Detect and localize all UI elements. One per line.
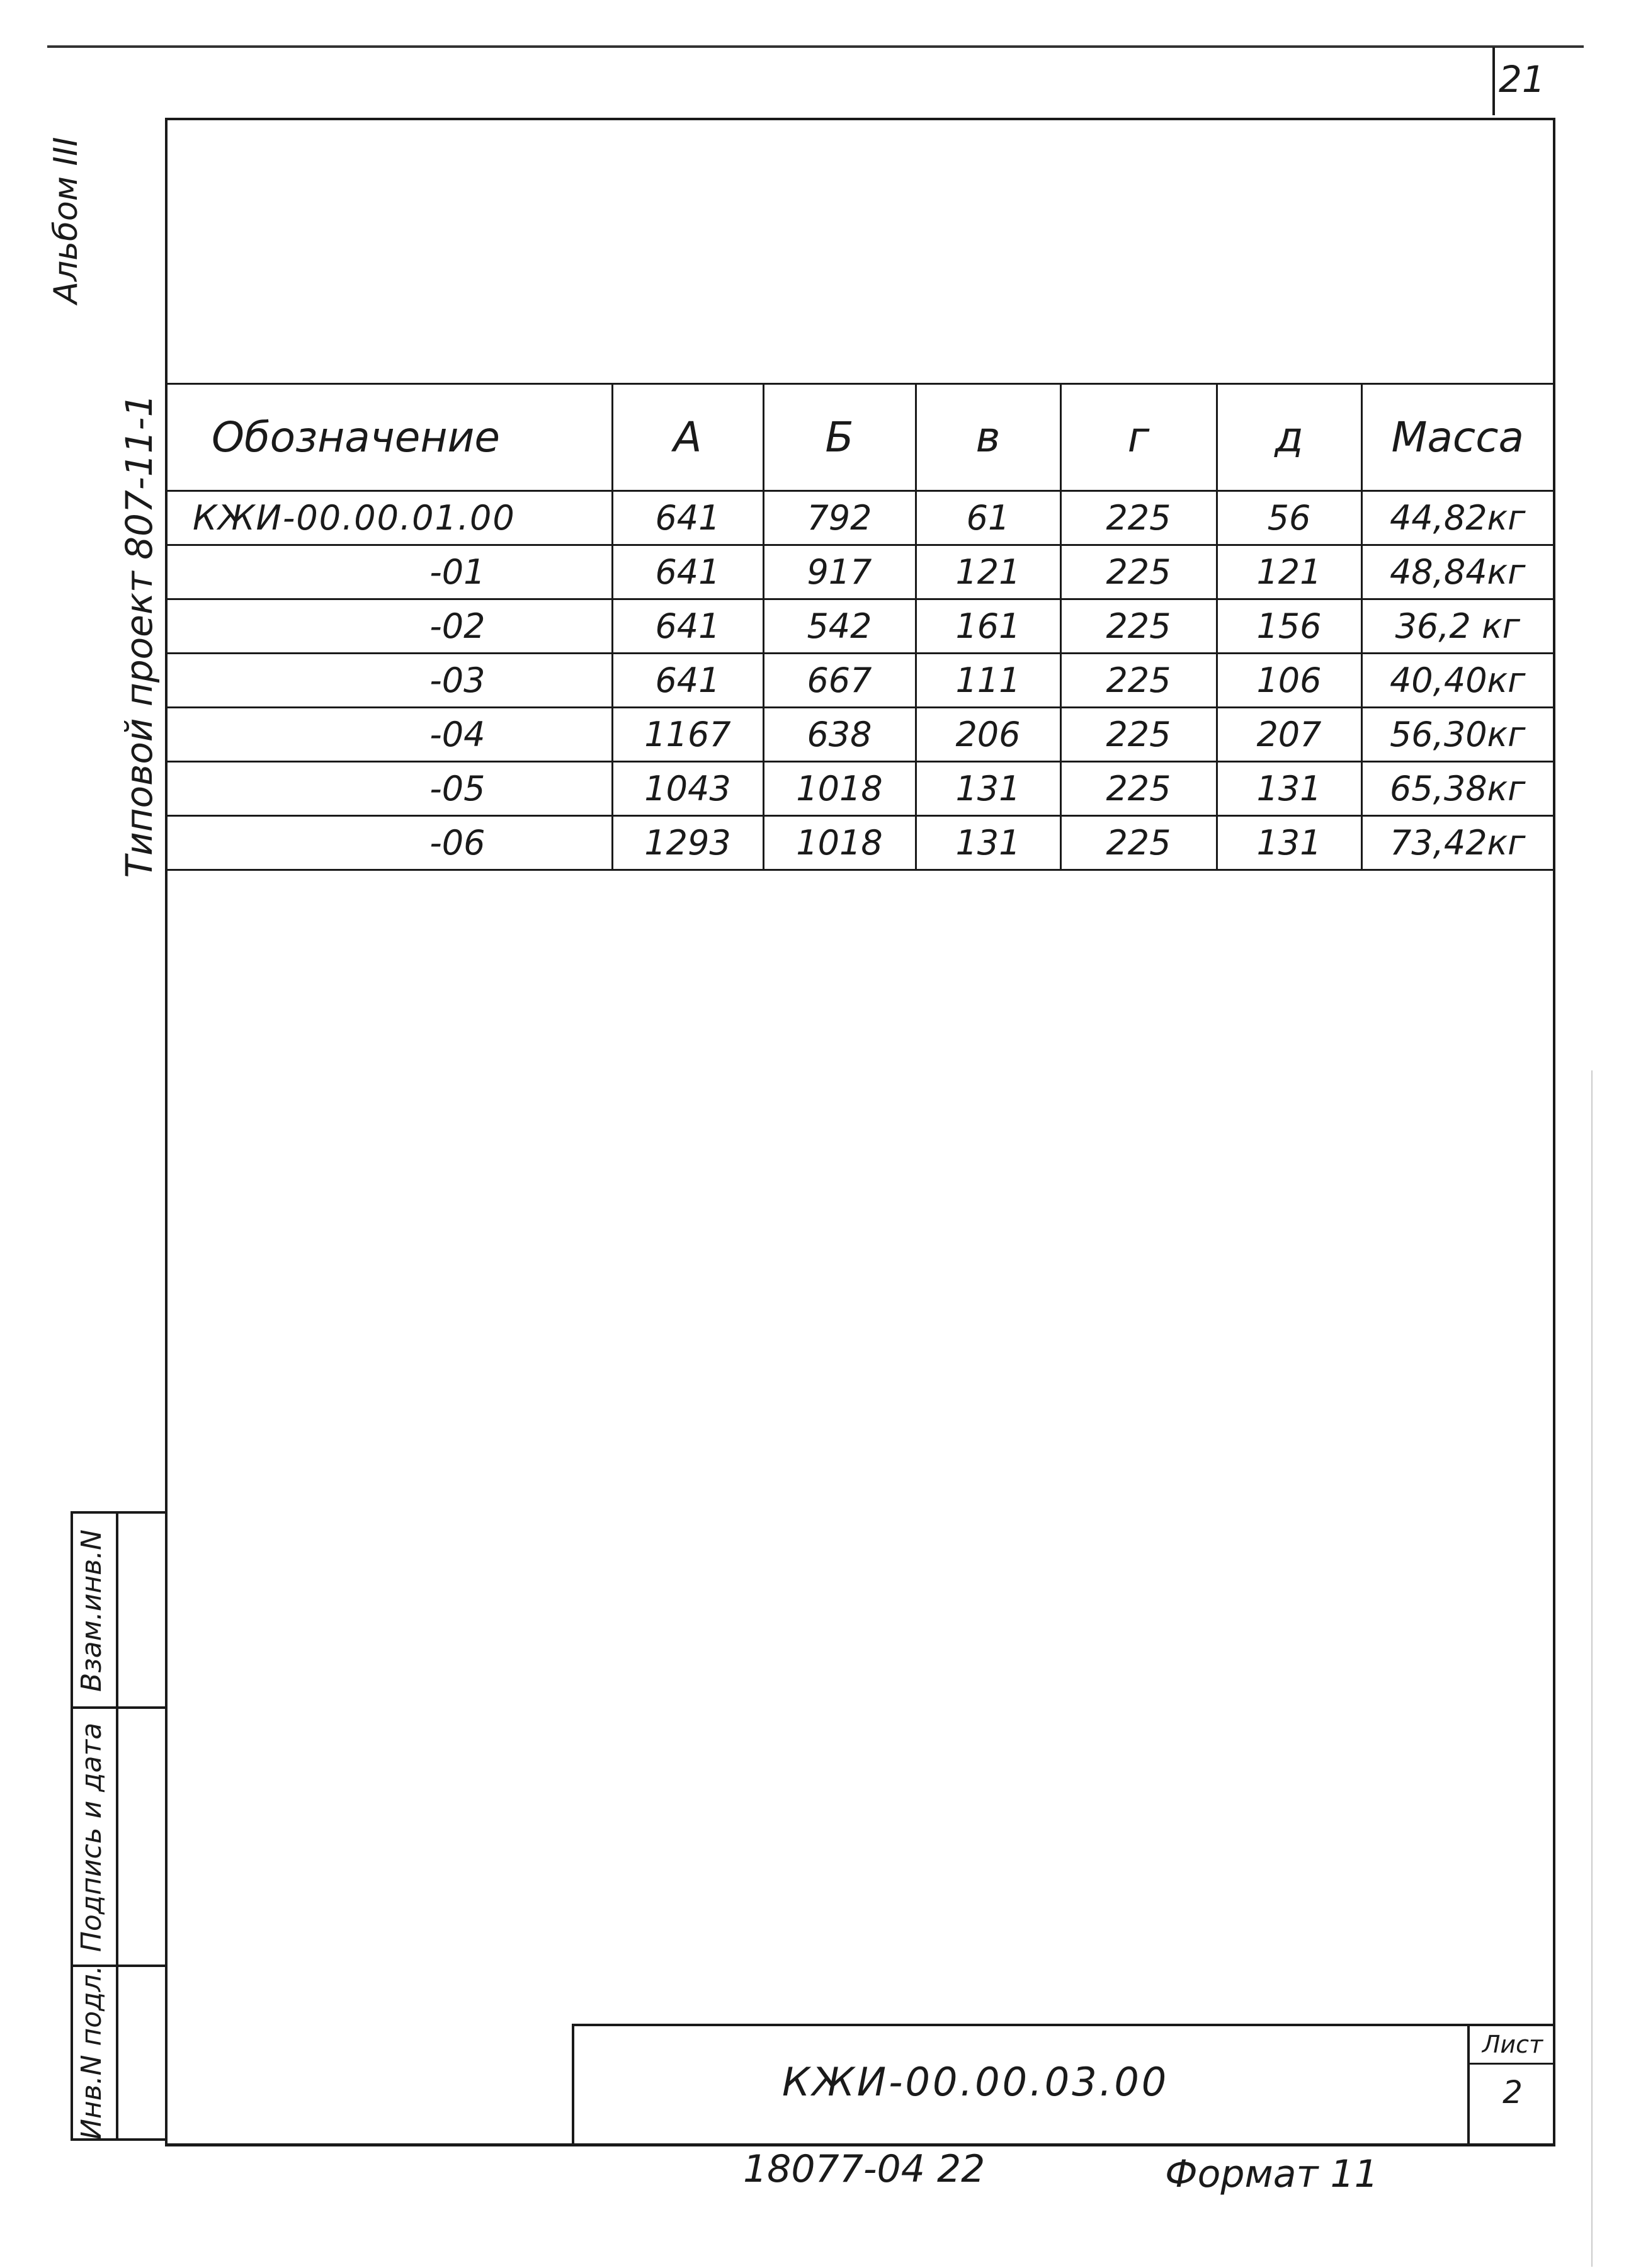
table-row bbox=[168, 708, 1553, 762]
stamp-line bbox=[71, 1706, 165, 1709]
cell-a: 641 bbox=[612, 599, 763, 654]
stamp-line bbox=[116, 1511, 118, 2141]
header-g: г bbox=[1060, 384, 1217, 491]
archive-code: 18077-04 22 bbox=[743, 2147, 986, 2191]
table-row bbox=[168, 599, 1553, 654]
sheet-number-divider bbox=[1492, 47, 1495, 115]
document-code: КЖИ-00.00.03.00 bbox=[782, 2059, 1169, 2105]
cell-designation: -01 bbox=[168, 545, 612, 599]
cell-d: 156 bbox=[1217, 599, 1361, 654]
sheet-value: 2 bbox=[1503, 2074, 1523, 2111]
cell-d: 131 bbox=[1217, 762, 1361, 816]
cell-a: 1043 bbox=[612, 762, 763, 816]
cell-mass: 36,2 кг bbox=[1361, 599, 1553, 654]
top-rule bbox=[47, 45, 1584, 48]
project-label: Типовой проект 807-11-1 bbox=[118, 394, 161, 878]
cell-v: 61 bbox=[916, 491, 1060, 545]
stamp-line bbox=[71, 1511, 165, 1514]
cell-designation: -04 bbox=[168, 708, 612, 762]
cell-b: 638 bbox=[763, 708, 916, 762]
table-row bbox=[168, 545, 1553, 599]
cell-v: 121 bbox=[916, 545, 1060, 599]
header-mass: Масса bbox=[1361, 384, 1553, 491]
cell-a: 641 bbox=[612, 654, 763, 708]
stamp-label-signature-date: Подпись и дата bbox=[76, 1722, 108, 1953]
cell-g: 225 bbox=[1060, 816, 1217, 870]
header-d: д bbox=[1217, 384, 1361, 491]
cell-v: 131 bbox=[916, 762, 1060, 816]
cell-g: 225 bbox=[1060, 491, 1217, 545]
cell-v: 131 bbox=[916, 816, 1060, 870]
cell-mass: 56,30кг bbox=[1361, 708, 1553, 762]
cell-g: 225 bbox=[1060, 762, 1217, 816]
cell-b: 667 bbox=[763, 654, 916, 708]
stamp-label-replacement-inv: Взам.инв.N bbox=[76, 1529, 108, 1692]
cell-a: 1167 bbox=[612, 708, 763, 762]
header-b: Б bbox=[763, 384, 916, 491]
cell-b: 1018 bbox=[763, 816, 916, 870]
cell-d: 121 bbox=[1217, 545, 1361, 599]
stamp-line bbox=[71, 1511, 73, 2141]
sheet-cell bbox=[1467, 2026, 1555, 2146]
cell-b: 1018 bbox=[763, 762, 916, 816]
cell-g: 225 bbox=[1060, 708, 1217, 762]
cell-d: 106 bbox=[1217, 654, 1361, 708]
cell-v: 161 bbox=[916, 599, 1060, 654]
header-a: А bbox=[612, 384, 763, 491]
cell-g: 225 bbox=[1060, 654, 1217, 708]
sheet-label: Лист bbox=[1470, 2026, 1555, 2065]
cell-mass: 44,82кг bbox=[1361, 491, 1553, 545]
spec-table bbox=[168, 383, 1553, 871]
cell-mass: 40,40кг bbox=[1361, 654, 1553, 708]
table-row bbox=[168, 762, 1553, 816]
cell-v: 111 bbox=[916, 654, 1060, 708]
cell-d: 56 bbox=[1217, 491, 1361, 545]
approval-stamp bbox=[71, 1511, 164, 2141]
cell-designation: КЖИ-00.00.01.00 bbox=[168, 491, 612, 545]
stamp-label-original-inv: Инв.N подл. bbox=[76, 1965, 108, 2140]
cell-a: 1293 bbox=[612, 816, 763, 870]
cell-mass: 73,42кг bbox=[1361, 816, 1553, 870]
cell-g: 225 bbox=[1060, 545, 1217, 599]
cell-mass: 65,38кг bbox=[1361, 762, 1553, 816]
sheet-number: 21 bbox=[1499, 58, 1545, 101]
cell-mass: 48,84кг bbox=[1361, 545, 1553, 599]
page-edge bbox=[1591, 1070, 1593, 2267]
table-header-row bbox=[168, 384, 1553, 491]
cell-b: 542 bbox=[763, 599, 916, 654]
cell-a: 641 bbox=[612, 545, 763, 599]
cell-a: 641 bbox=[612, 491, 763, 545]
cell-designation: -06 bbox=[168, 816, 612, 870]
cell-designation: -05 bbox=[168, 762, 612, 816]
cell-designation: -03 bbox=[168, 654, 612, 708]
table-row bbox=[168, 654, 1553, 708]
cell-v: 206 bbox=[916, 708, 1060, 762]
format-label: Формат 11 bbox=[1165, 2152, 1378, 2196]
cell-g: 225 bbox=[1060, 599, 1217, 654]
album-label: Альбом III bbox=[47, 137, 85, 304]
header-designation: Обозначение bbox=[168, 384, 612, 491]
cell-d: 207 bbox=[1217, 708, 1361, 762]
table-row bbox=[168, 491, 1553, 545]
cell-designation: -02 bbox=[168, 599, 612, 654]
cell-b: 792 bbox=[763, 491, 916, 545]
title-block bbox=[572, 2024, 1555, 2146]
table-row bbox=[168, 816, 1553, 870]
header-v: в bbox=[916, 384, 1060, 491]
cell-d: 131 bbox=[1217, 816, 1361, 870]
cell-b: 917 bbox=[763, 545, 916, 599]
